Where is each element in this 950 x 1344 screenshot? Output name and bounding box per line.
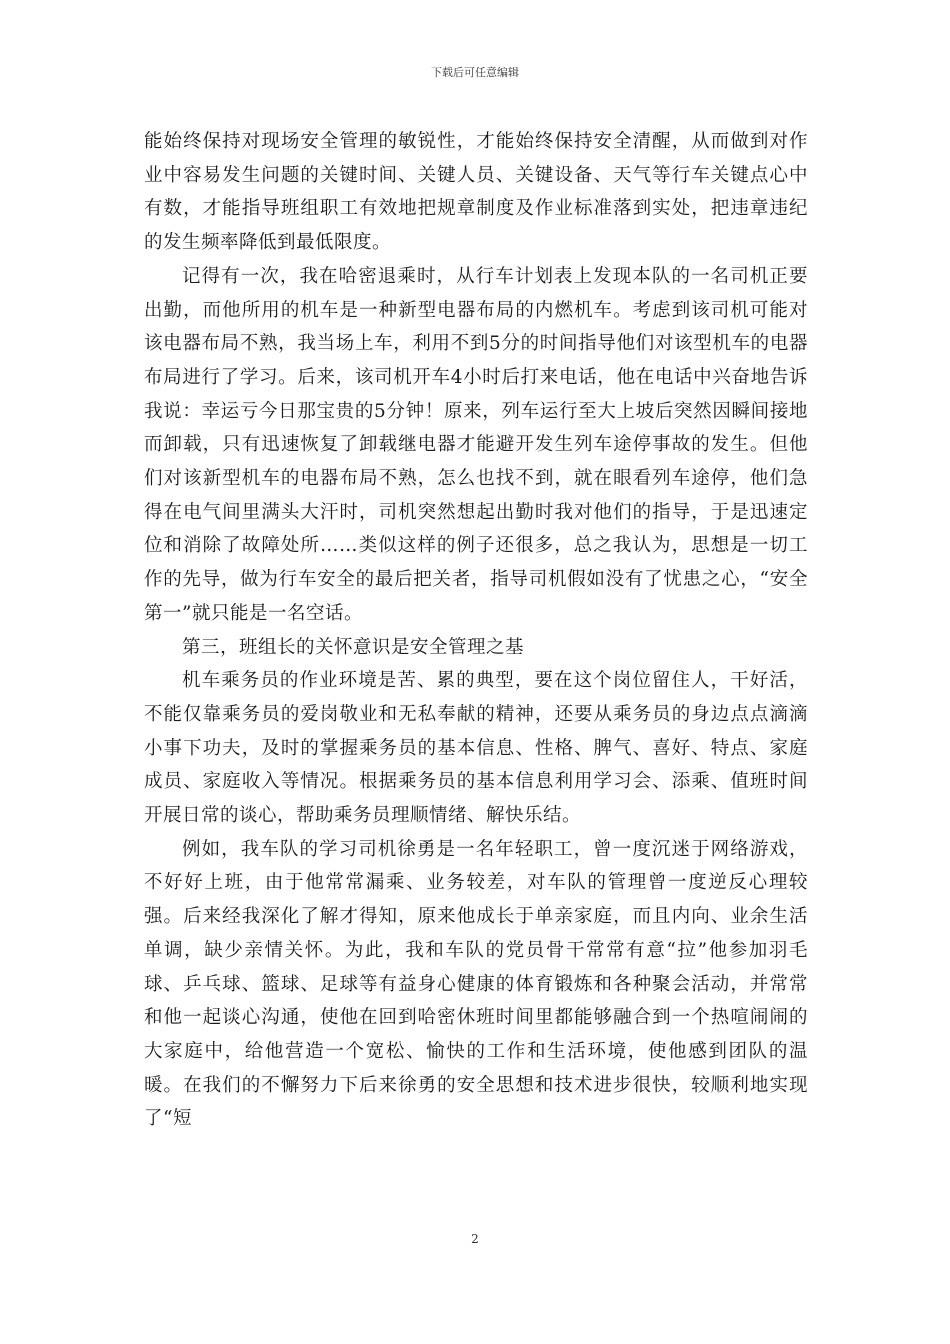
paragraph-xu-yong-example: 例如，我车队的学习司机徐勇是一名年轻职工，曾一度沉迷于网络游戏，不好好上班，由于他常常漏乘、业务较差，对车队的管理曾一度逆反心理较强。后来经我深化了解才得知，原来他成长于单亲家庭，而且内向、业余生活单调，缺少亲情关怀。为此，我和车队的党员骨干常常有意“拉”他参加羽毛球、乒乓球、篮球、足球等有益身心健康的体育锻炼和各种聚会活动，并常常和他一起谈心沟通，使他在回到哈密休班时间里都能够融合到一个热喧闹闹的大家庭中，给他营造一个宽松、愉快的工作和生活环境，使他感到团队的温暖。在我们的不懈努力下后来徐勇的安全思想和技术进步很快，较顺利地实现了“短 bbox=[144, 838, 808, 1130]
paragraph-continuation: 能始终保持对现场安全管理的敏锐性，才能始终保持安全清醒，从而做到对作业中容易发生问题的关键时间、关键人员、关键设备、天气等行车关键点心中有数，才能指导班组职工有效地把规章制度及作业标准落到实处，把违章违纪的发生频率降低到最低限度。 bbox=[144, 131, 808, 254]
paragraph-hami-example: 记得有一次，我在哈密退乘时，从行车计划表上发现本队的一名司机正要出勤，而他所用的机车是一种新型电器布局的内燃机车。考虑到该司机可能对该电器布局不熟，我当场上车，利用不到5分的时间指导他们对该型机车的电器布局进行了学习。后来，该司机开车4小时后打来电话，他在电话中兴奋地告诉我说：幸运亏今日那宝贵的5分钟！原来，列车运行至大上坡后突然因瞬间接地而卸载，只有迅速恢复了卸载继电器才能避开发生列车途停事故的发生。但他们对该新型机车的电器布局不熟，怎么也找不到，就在眼看列车途停，他们急得在电气间里满头大汗时，司机突然想起出勤时我对他们的指导，于是迅速定位和消除了故障处所……类似这样的例子还很多，总之我认为，思想是一切工作的先导，做为行车安全的最后把关者，指导司机假如没有了忧患之心，“安全第一”就只能是一名空话。 bbox=[144, 265, 808, 624]
paragraph-work-environment: 机车乘务员的作业环境是苦、累的典型，要在这个岗位留住人，干好活，不能仅靠乘务员的爱岗敬业和无私奉献的精神，还要从乘务员的身边点点滴滴小事下功夫，及时的掌握乘务员的基本信息、性格、脾气、喜好、特点、家庭成员、家庭收入等情况。根据乘务员的基本信息利用学习会、添乘、值班时间开展日常的谈心，帮助乘务员理顺情绪、解快乐结。 bbox=[144, 670, 808, 827]
document-body bbox=[144, 125, 808, 1136]
section-heading-third: 第三，班组长的关怀意识是安全管理之基 bbox=[182, 636, 525, 658]
page-header: 下载后可任意编辑 bbox=[431, 66, 519, 79]
page-number: 2 bbox=[471, 1232, 479, 1246]
